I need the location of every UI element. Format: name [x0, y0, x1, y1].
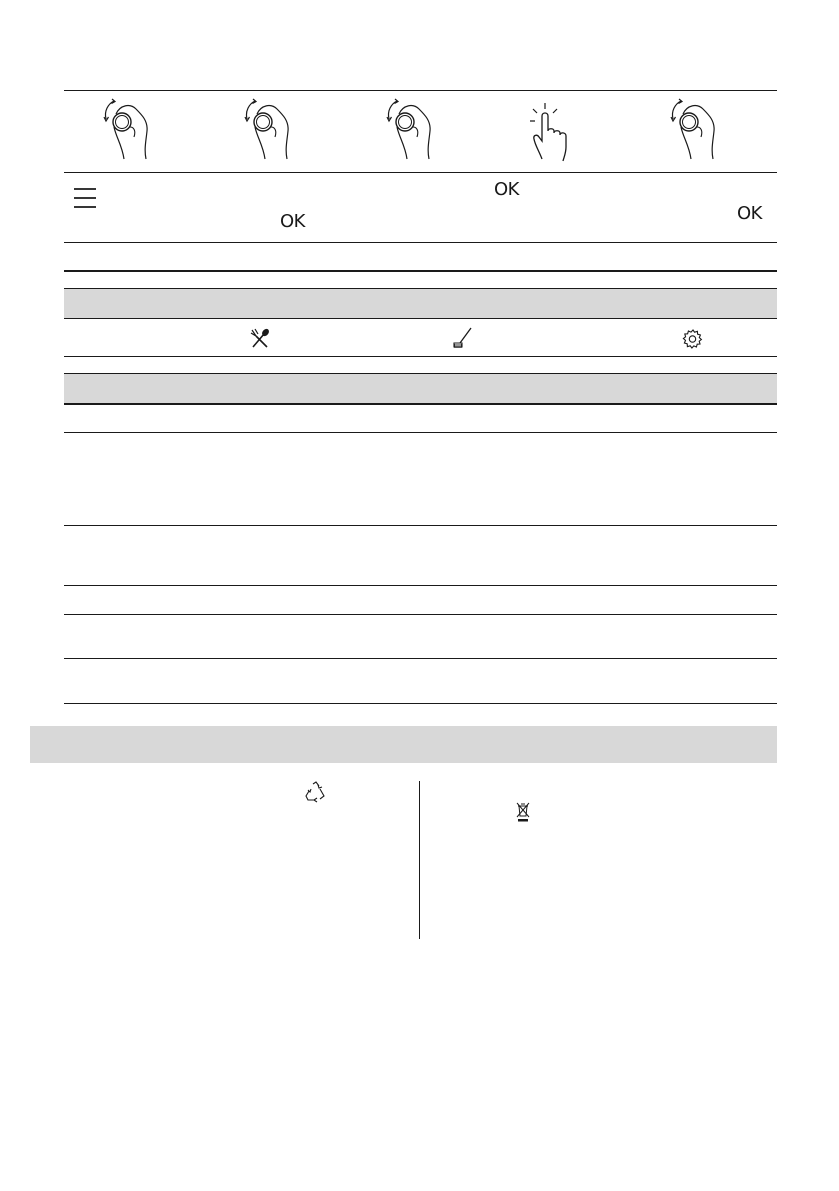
tap-finger-icon	[529, 99, 579, 163]
menu-icon	[74, 188, 96, 208]
row-rule	[64, 585, 777, 586]
rotate-knob-icon	[667, 97, 727, 161]
ok-label: OK	[280, 211, 305, 232]
row-rule	[64, 703, 777, 704]
row-rule	[64, 658, 777, 659]
gear-icon	[683, 329, 703, 349]
section-band	[64, 373, 777, 404]
ok-label: OK	[494, 179, 519, 200]
row-rule	[64, 614, 777, 615]
section-heading-band	[30, 726, 777, 763]
rotate-knob-icon	[383, 97, 443, 161]
cutlery-icon	[250, 328, 270, 348]
row-rule	[64, 172, 777, 173]
row-rule	[64, 242, 777, 243]
row-rule	[64, 525, 777, 526]
section-band	[64, 288, 777, 319]
row-rule	[64, 432, 777, 433]
crossed-bin-icon	[516, 802, 530, 822]
brush-icon	[452, 327, 472, 349]
ok-label: OK	[737, 203, 762, 224]
rotate-knob-icon	[241, 97, 301, 161]
row-rule	[64, 318, 777, 319]
rotate-knob-icon	[100, 97, 160, 161]
column-divider	[419, 781, 420, 939]
table-bottom-rule	[64, 270, 777, 272]
row-rule	[64, 356, 777, 357]
recycling-icon	[305, 781, 327, 803]
row-rule	[64, 403, 777, 405]
steps-row	[64, 91, 777, 172]
